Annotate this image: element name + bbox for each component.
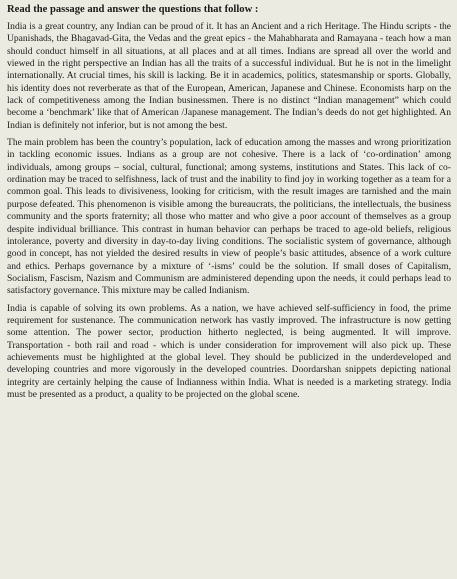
paragraph-2: The main problem has been the country’s population, lack of education among the masses and wrong prioritization in tackling economic issues. Indians as a group are not cohesive. There is a lack of ‘co-ordination’ among individuals, among groups – social, cultural, functional; among systems, institutions and States. This lack of co-ordination may be traced to selfishness, lack of trust and the inability to find joy in working together as a team for a common goal. This leads to divisiveness, looking for criticism, with the result images are tarnished and the main purpose defeated. This phenomenon is visible among the bureaucrats, the politicians, the intellectuals, the business community and the sports fraternity; all those who matter and who give a poor account of themselves as a group despite individual brilliance. This contrast in human behavior can perhaps be traced to age-old beliefs, religious intolerance, poverty and diversity in day-to-day living conditions. The socialistic system of governance, although good in concept, has not yielded the desired results in view of people’s basic attitudes, absence of a work culture and ethics. Perhaps governance by a mixture of ‘-isms’ could be the solution. If small doses of Capitalism, Socialism, Fascism, Nazism and Communism are administered depending upon the needs, it could perhaps lead to satisfactory governance. This mixture may be called Indianism. xyxy=(7,137,451,297)
paragraph-3: India is capable of solving its own problems. As a nation, we have achieved self-sufficiency in food, the prime requirement for sustenance. The communication network has vastly improved. The infrastructure is now getting some attention. The power sector, production hitherto neglected, is being augmented. It will improve. Transportation - both rail and road - which is under consideration for improvement will also pick up. These achievements must be highlighted at the global level. They should be publicized in the underdeveloped and developing countries and more vigorously in the developed countries. Doordarshan snippets depicting national integrity are certainly helping the cause of Indianness within India. What is needed is a marketing strategy. India must be presented as a product, a quality to be projected on the global scene. xyxy=(7,302,451,400)
paragraph-1: India is a great country, any Indian can be proud of it. It has an Ancient and a rich Heritage. The Hindu scripts - the Upanishads, the Bhagavad-Gita, the Vedas and the great epics - the Mahabharata and Ramayana - teach how a man should conduct himself in all situations, at all places and at all times. Indians are spread all over the world and viewed in the right perspective an Indian has all the traits of a successful individual. But he is not in the limelight internationally. At crucial times, his skill is lacking. Be it in academics, politics, statesmanship or sports. Globally, his identity does not reverberate as that of the European, American, Japanese and Chinese. Economists harp on the lack of competitiveness among the Indian businessmen. There is no distinct “Indian management” which could become a ‘benchmark’ like that of American /Japanese management. The Indian’s deeds do not get highlighted. An Indian is definitely not inferior, but is not among the best. xyxy=(7,21,451,131)
instruction-heading: Read the passage and answer the questions that follow : xyxy=(7,4,259,15)
